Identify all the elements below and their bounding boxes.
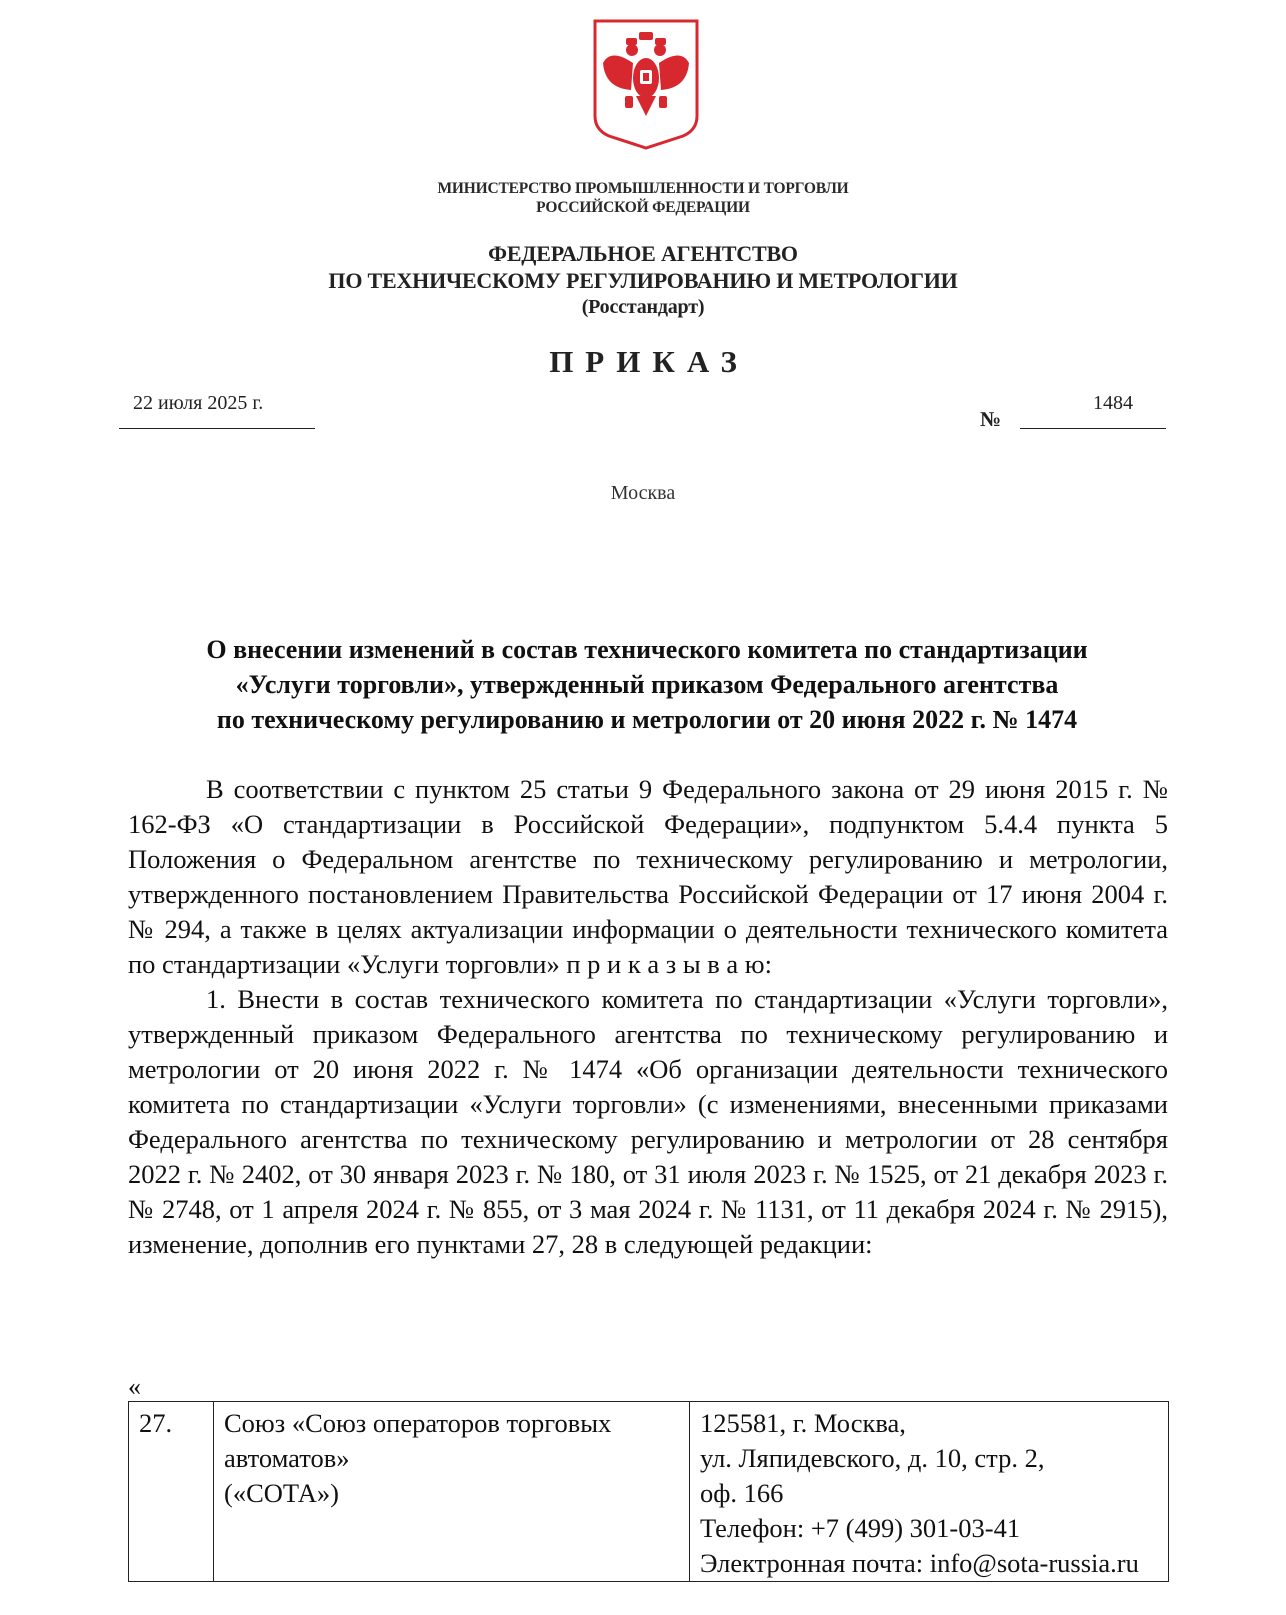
organization-name: Союз «Союз операторов торговых автоматов» [224,1408,612,1473]
table-row [129,1402,1169,1582]
address-cell [690,1402,1169,1582]
document-type-title: ПРИКАЗ [549,344,749,379]
subject-line-1: О внесении изменений в состав технического комитета по стандартизации [206,635,1088,664]
coat-of-arms-icon [591,18,701,150]
ministry-line-1: МИНИСТЕРСТВО ПРОМЫШЛЕННОСТИ И ТОРГОВЛИ [437,180,849,197]
address-line: ул. Ляпидевского, д. 10, стр. 2, [700,1443,1045,1473]
address-line: 125581, г. Москва, [700,1408,906,1438]
members-table [128,1401,1169,1582]
ministry-name [0,179,1286,217]
number-underline [1020,428,1166,429]
agency-name [0,240,1286,321]
agency-line-1: ФЕДЕРАЛЬНОЕ АГЕНТСТВО [488,241,798,266]
row-number: 27. [129,1402,214,1582]
body-paragraph-1: В соответствии с пунктом 25 статьи 9 Федерального закона от 29 июня 2015 г. № 162-ФЗ «О стандартизации в Российской Федерации», подпунктом 5.4.4 пункта 5 Положения о Федеральном агентстве по техническому регулированию и метрологии, утвержденного постановлением Правительства Российской Федерации от 17 июня 2004 г. № 294, а также в целях актуализации информации о деятельности технического комитета по стандартизации «Услуги торговли» п р и к а з ы в а ю: [128,774,1168,979]
agency-short-name: (Росстандарт) [581,296,705,318]
date-underline [119,428,315,429]
order-number: 1484 [1093,392,1133,414]
subject-line-2: «Услуги торговли», утвержденный приказом Федерального агентства [235,670,1059,699]
organization-short-name: («СОТА») [224,1478,339,1508]
quote-open-mark: « [128,1372,141,1401]
city-name: Москва [610,482,676,504]
email-line: Электронная почта: info@sota-russia.ru [700,1548,1139,1578]
order-date: 22 июля 2025 г. [133,392,264,414]
address-line: оф. 166 [700,1478,784,1508]
ministry-line-2: РОССИЙСКОЙ ФЕДЕРАЦИИ [536,199,750,216]
order-subject [124,632,1170,737]
agency-line-2: ПО ТЕХНИЧЕСКОМУ РЕГУЛИРОВАНИЮ И МЕТРОЛОГИИ [328,268,958,293]
organization-cell [214,1402,690,1582]
body-paragraph-2: 1. Внести в состав технического комитета по стандартизации «Услуги торговли», утвержденный приказом Федерального агентства по техническому регулированию и метрологии от 20 июня 2022 г. № 1474 «Об организации деятельности технического комитета по стандартизации «Услуги торговли» (с изменениями, внесенными приказами Федерального агентства по техническому регулированию и метрологии от 28 сентября 2022 г. № 2402, от 30 января 2023 г. № 180, от 31 июля 2023 г. № 1525, от 21 декабря 2023 г. № 2748, от 1 апреля 2024 г. № 855, от 3 мая 2024 г. № 1131, от 11 декабря 2024 г. № 2915), изменение, дополнив его пунктами 27, 28 в следующей редакции: [128,984,1168,1259]
number-sign: № [980,407,1002,431]
order-body [128,772,1168,1262]
phone-line: Телефон: +7 (499) 301-03-41 [700,1513,1021,1543]
subject-line-3: по техническому регулированию и метрологии от 20 июня 2022 г. № 1474 [216,705,1078,734]
